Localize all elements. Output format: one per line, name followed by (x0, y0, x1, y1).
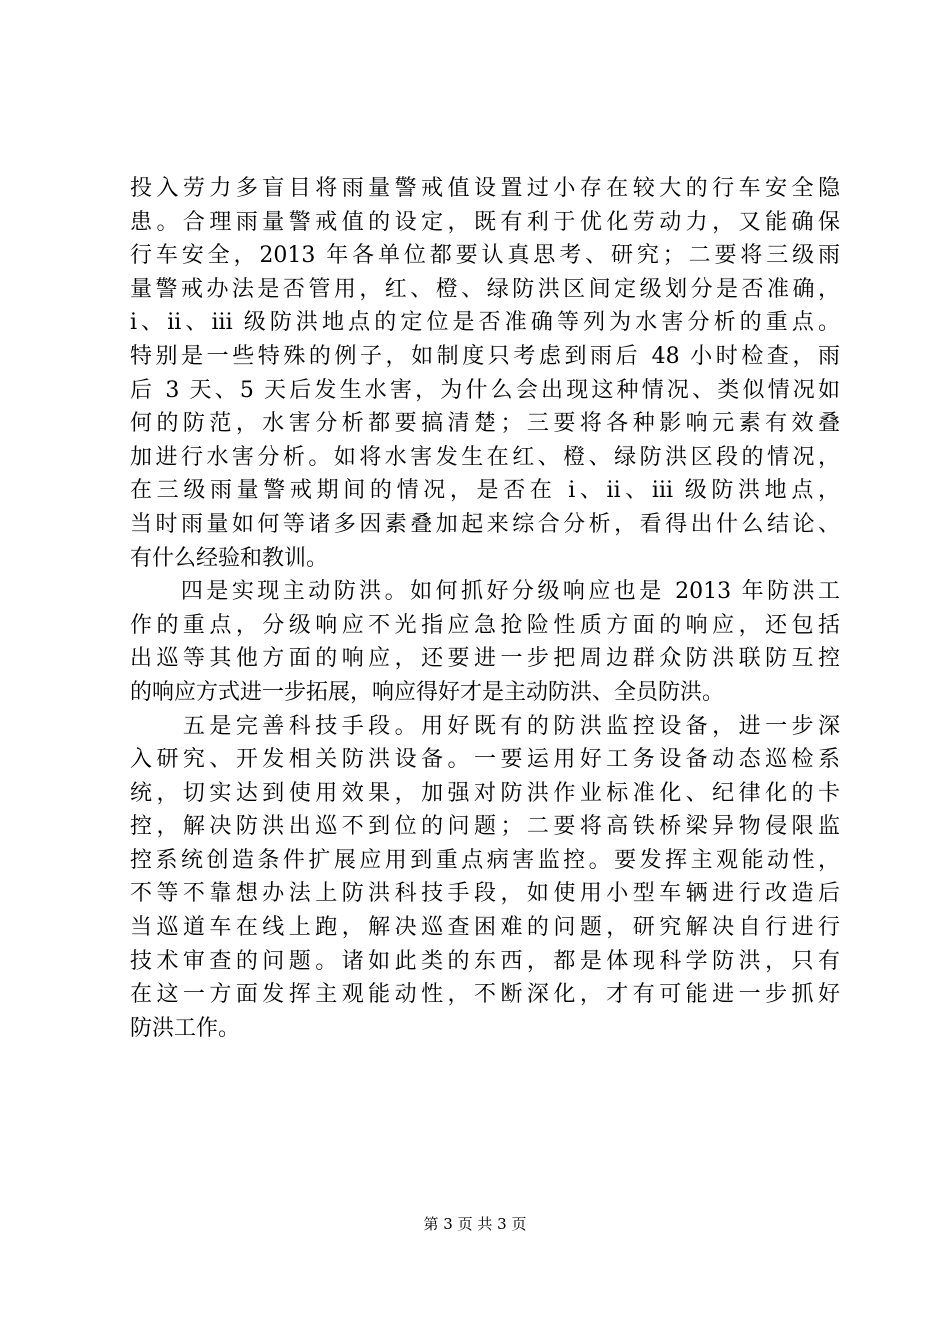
text-line: 控系统创造条件扩展应用到重点病害监控。要发挥主观能动性， (130, 847, 840, 873)
page-number: 第 3 页 共 3 页 (423, 1215, 527, 1233)
text-line: 患。合理雨量警戒值的设定，既有利于优化劳动力，又能确保 (130, 209, 840, 235)
text-line: 量警戒办法是否管用，红、橙、绿防洪区间定级划分是否准确， (130, 276, 840, 302)
text-line: 特别是一些特殊的例子，如制度只考虑到雨后 48 小时检查，雨 (130, 343, 840, 369)
text-line: 有什么经验和教训。 (130, 545, 329, 571)
text-line: i、ii、iii 级防洪地点的定位是否准确等列为水害分析的重点。 (130, 310, 840, 336)
text-line: 四是实现主动防洪。如何抓好分级响应也是 2013 年防洪工 (130, 579, 840, 605)
text-line: 作的重点，分级响应不光指应急抢险性质方面的响应，还包括 (130, 612, 840, 638)
text-line: 投入劳力多盲目将雨量警戒值设置过小存在较大的行车安全隐 (130, 176, 840, 201)
text-line: 不等不靠想办法上防洪科技手段，如使用小型车辆进行改造后 (130, 881, 840, 907)
text-line: 防洪工作。 (130, 1015, 241, 1041)
text-line: 在这一方面发挥主观能动性，不断深化，才有可能进一步抓好 (130, 982, 840, 1008)
text-line: 加进行水害分析。如将水害发生在红、橙、绿防洪区段的情况， (130, 444, 840, 470)
text-line: 的响应方式进一步拓展，响应得好才是主动防洪、全员防洪。 (130, 679, 725, 705)
text-line: 当时雨量如何等诸多因素叠加起来综合分析，看得出什么结论、 (130, 511, 840, 537)
text-line: 行车安全，2013 年各单位都要认真思考、研究；二要将三级雨 (130, 243, 840, 269)
paragraph-3 (130, 710, 840, 1046)
text-line: 何的防范，水害分析都要搞清楚；三要将各种影响元素有效叠 (130, 411, 840, 437)
text-line: 在三级雨量警戒期间的情况，是否在 i、ii、iii 级防洪地点， (130, 478, 840, 504)
text-line: 后 3 天、5 天后发生水害，为什么会出现这种情况、类似情况如 (130, 377, 840, 403)
text-line: 技术审查的问题。诸如此类的东西，都是体现科学防洪，只有 (130, 948, 840, 974)
text-line: 五是完善科技手段。用好既有的防洪监控设备，进一步深 (130, 713, 840, 739)
paragraph-1 (130, 172, 840, 575)
text-line: 入研究、开发相关防洪设备。一要运用好工务设备动态巡检系 (130, 747, 840, 773)
text-line: 当巡道车在线上跑，解决巡查困难的问题，研究解决自行进行 (130, 915, 840, 941)
document-body (130, 172, 840, 1045)
paragraph-2 (130, 575, 840, 709)
text-line: 统，切实达到使用效果，加强对防洪作业标准化、纪律化的卡 (130, 780, 840, 806)
text-line: 出巡等其他方面的响应，还要进一步把周边群众防洪联防互控 (130, 646, 840, 672)
text-line: 控，解决防洪出巡不到位的问题；二要将高铁桥梁异物侵限监 (130, 814, 840, 840)
page-footer (0, 1214, 950, 1234)
